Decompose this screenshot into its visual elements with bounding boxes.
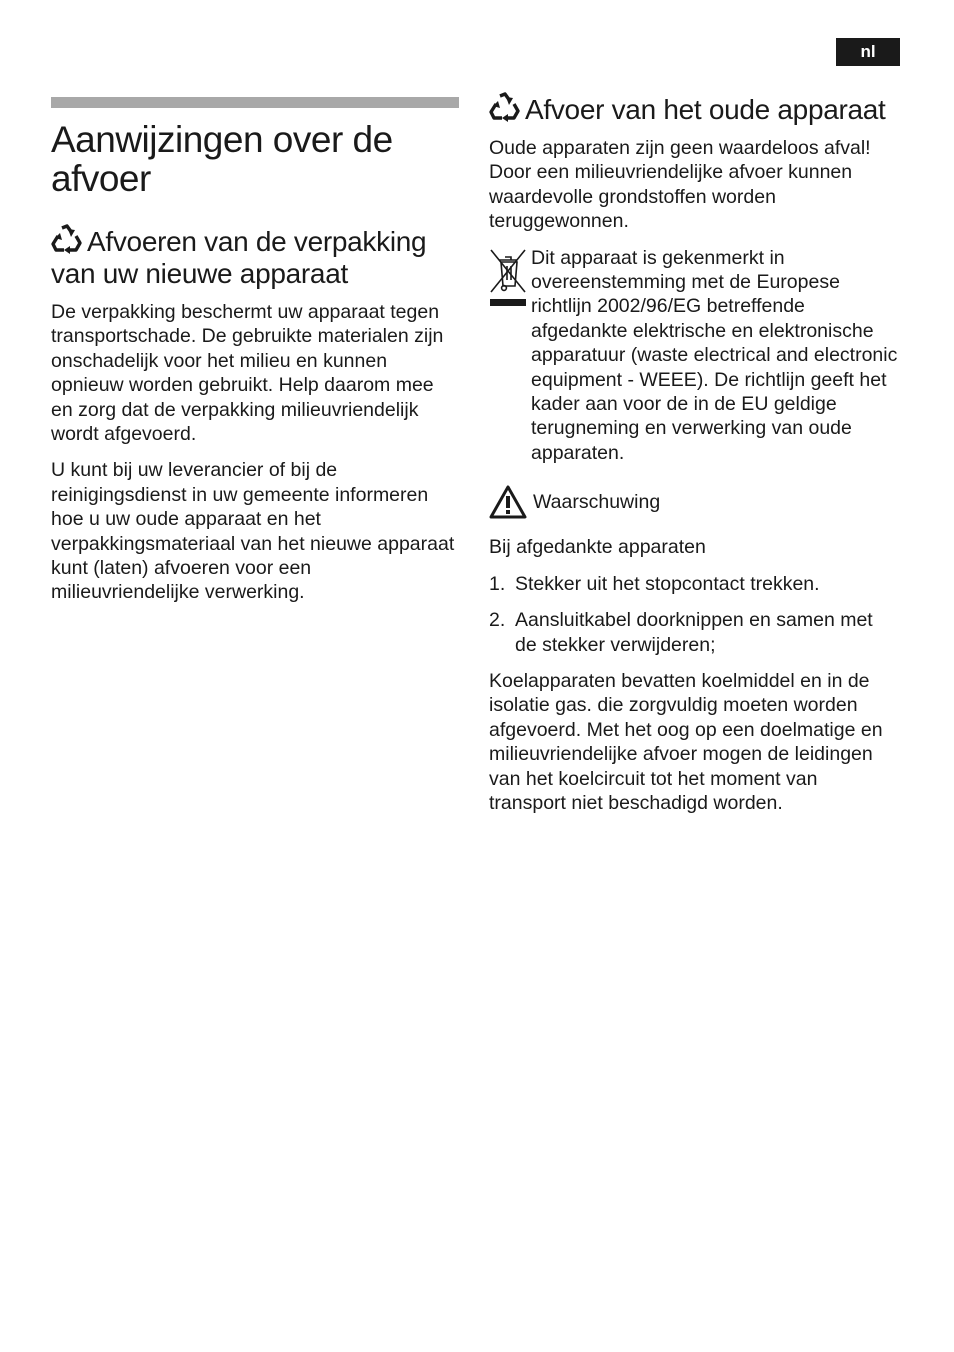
section-rule [51,97,459,108]
refrigerant-paragraph: Koelapparaten bevatten koelmiddel en in de isolatie gas. die zorgvuldig moeten worden afgevoerd. Met het oog op een doelmatige en milieuvriendelijke afvoer mogen de leidingen van het koelcircuit tot het moment van transport niet beschadigd worden. [489,669,883,814]
packaging-paragraph-1: De verpakking beschermt uw apparaat tegen transportschade. De gebruikte materialen zijn onschadelijk voor het milieu en kunnen opnieuw worden gebruikt. Help daarom mee en zorg dat de verpakking milieuvriendelijk wordt afgevoerd. [51,301,444,446]
old-appliance-section-heading [489,92,899,126]
warning-heading [489,485,899,519]
page-title: Aanwijzingen over de afvoer [51,119,393,199]
step-number: 1. [489,572,506,595]
old-appliance-intro: Oude apparaten zijn geen waardeloos afval! Door een milieuvriendelijke afvoer kunnen waardevolle grondstoffen worden teruggewonnen. [489,137,871,233]
language-tab: nl [836,38,900,66]
step-text: Aansluitkabel doorknippen en samen met de stekker verwijderen; [515,609,873,656]
recycle-icon [489,92,521,122]
weee-text: Dit apparaat is gekenmerkt in overeenstemming met de Europese richtlijn 2002/96/EG betreffende afgedankte elektrische en elektronische apparatuur (waste electrical and electronic equipment - WEEE). De richtlijn geeft het kader aan voor de in de EU geldige terugneming en verwerking van oude apparaten. [531,246,898,464]
list-item [489,572,899,596]
right-column [489,92,899,827]
weee-notice [489,246,899,466]
warning-intro: Bij afgedankte apparaten [489,536,706,559]
old-appliance-section-title: Afvoer van het oude apparaat [525,94,886,125]
left-column [51,97,459,617]
step-text: Stekker uit het stopcontact trekken. [515,572,820,595]
packaging-section-title: Afvoeren van de verpakking van uw nieuwe apparaat [51,226,427,289]
list-item [489,608,899,657]
recycle-icon [51,224,83,254]
packaging-paragraph-2: U kunt bij uw leverancier of bij de reinigingsdienst in uw gemeente informeren hoe u uw oude apparaat en het verpakkingsmateriaal van het nieuwe apparaat kunt (laten) afvoeren voor een milieuvriendelijke verwerking. [51,459,455,604]
packaging-section-heading [51,224,459,290]
warning-triangle-icon [489,485,527,519]
step-number: 2. [489,609,506,632]
warning-label: Waarschuwing [533,491,661,514]
crossed-out-wheelie-bin-icon [489,248,527,308]
disposal-steps [489,572,899,657]
